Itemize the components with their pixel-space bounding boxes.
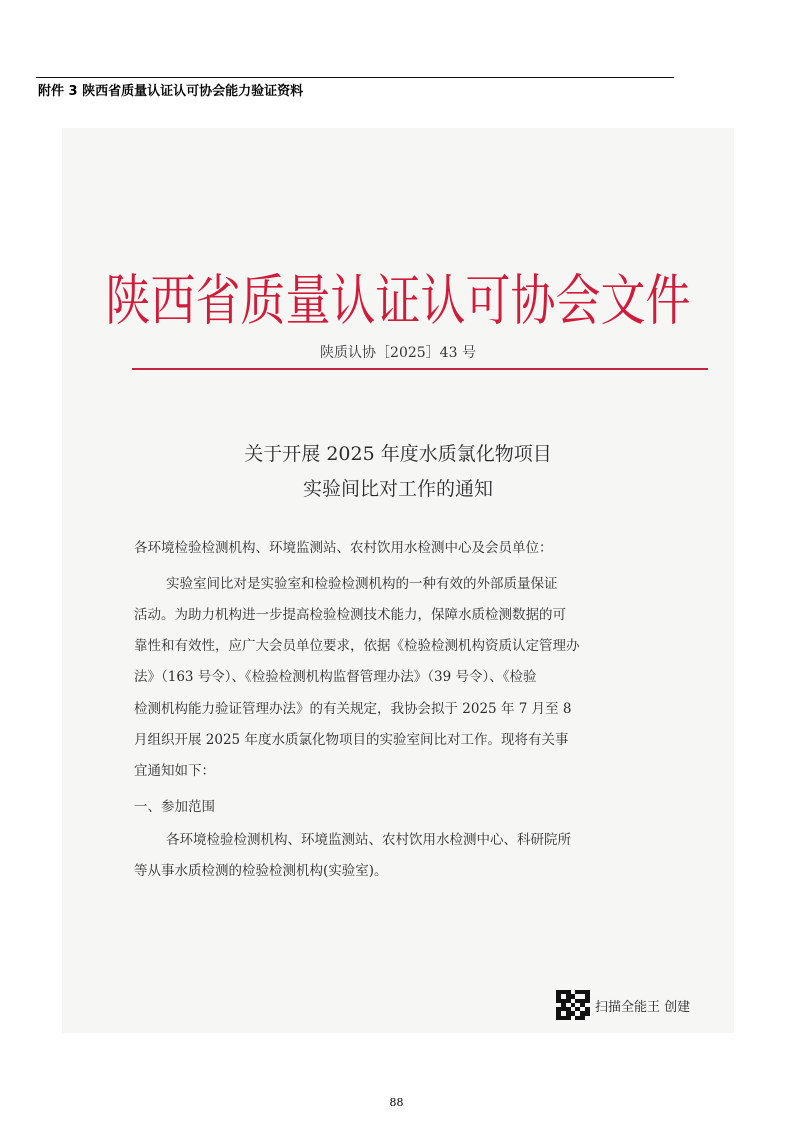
paragraph-line: 各环境检验检测机构、环境监测站、农村饮用水检测中心、科研院所: [166, 832, 571, 848]
notice-title-line2: 实验间比对工作的通知: [302, 478, 493, 500]
paragraph-line: 月组织开展 2025 年度水质氯化物项目的实验室间比对工作。现将有关事: [134, 732, 569, 748]
camscanner-watermark: [556, 990, 690, 1020]
paragraph-line: 靠性和有效性，应广大会员单位要求，依据《检验检测机构资质认定管理办: [134, 638, 580, 654]
letterhead-title: 陕西省质量认证认可协会文件: [105, 268, 691, 333]
scanned-document: [62, 128, 734, 1033]
document-number: 陕质认协［2025］43 号: [320, 345, 476, 361]
header-rule: [36, 77, 674, 78]
paragraph-line: 法》（163 号令）、《检验检测机构监督管理办法》（39 号令）、《检验: [134, 669, 537, 685]
paragraph-line: 活动。为助力机构进一步提高检验检测技术能力，保障水质检测数据的可: [134, 607, 566, 623]
addressee: 各环境检验检测机构、环境监测站、农村饮用水检测中心及会员单位：: [134, 540, 553, 556]
paragraph-line: 等从事水质检测的检验检测机构(实验室)。: [134, 863, 388, 879]
paragraph-line: 实验室间比对是实验室和检验检测机构的一种有效的外部质量保证: [166, 576, 558, 592]
notice-title-line1: 关于开展 2025 年度水质氯化物项目: [244, 443, 552, 465]
page-number: 88: [389, 1096, 404, 1109]
camscanner-label: 扫描全能王 创建: [595, 999, 691, 1015]
qr-code-icon: [556, 990, 590, 1020]
attachment-heading: 附件 3 陕西省质量认证认可协会能力验证资料: [38, 84, 304, 99]
paragraph-line: 宜通知如下：: [134, 763, 215, 779]
section-heading: 一、参加范围: [134, 799, 215, 815]
letterhead-red-rule: [132, 368, 708, 370]
paragraph-line: 检测机构能力验证管理办法》的有关规定，我协会拟于 2025 年 7 月至 8: [134, 701, 572, 717]
